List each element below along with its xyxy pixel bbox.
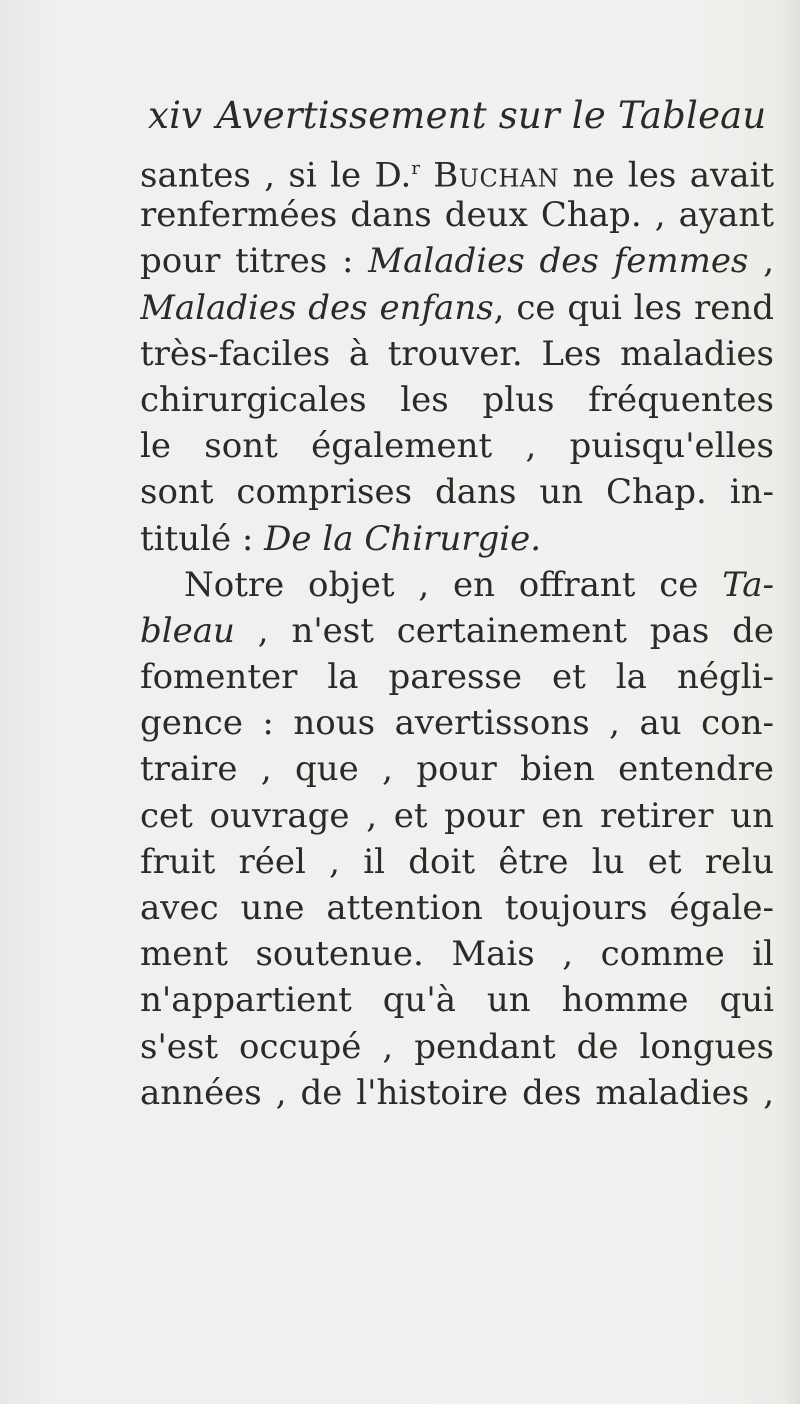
text-line: fruit réel , il doit être lu et relu: [140, 841, 774, 882]
text-line: années , de l'histoire des maladies ,: [140, 1072, 774, 1113]
text-line: bleau , n'est certainement pas de: [140, 610, 774, 651]
text-line: titulé : De la Chirurgie.: [140, 518, 542, 559]
text-line: n'appartient qu'à un homme qui: [140, 980, 774, 1021]
running-title: Avertissement sur le Tableau: [216, 94, 767, 137]
text-line-paragraph-start: Notre objet , en offrant ce Ta-: [184, 564, 774, 605]
text-line: traire , que , pour bien entendre: [140, 749, 774, 790]
text-line: fomenter la paresse et la négli-: [140, 657, 774, 698]
text-line: renfermées dans deux Chap. , ayant: [140, 195, 774, 236]
text-line: santes , si le D.$^r$ Buchan ne les avait: [140, 146, 774, 192]
text-line: s'est occupé , pendant de longues: [140, 1026, 774, 1067]
text-line: avec une attention toujours égale-: [140, 888, 774, 928]
text-line: chirurgicales les plus fréquentes: [140, 379, 774, 420]
text-line: le sont également , puisqu'elles: [140, 426, 774, 467]
text-line: sont comprises dans un Chap. in-: [140, 472, 774, 513]
author-name: Buchan: [433, 155, 560, 193]
text-line: gence : nous avertissons , au con-: [140, 703, 774, 744]
text-line: très-faciles à trouver. Les maladies: [140, 333, 774, 374]
text-line: cet ouvrage , et pour en retirer un: [140, 795, 774, 836]
text-line: pour titres : Maladies des femmes ,: [140, 241, 774, 282]
page-edge-shadow: [782, 0, 800, 1404]
text-line: ment soutenue. Mais , comme il: [140, 934, 774, 975]
text-line: Maladies des enfans, ce qui les rend: [140, 287, 774, 328]
page-folio: xiv: [148, 94, 203, 137]
running-header: [148, 88, 768, 144]
body-text: [140, 146, 774, 1116]
